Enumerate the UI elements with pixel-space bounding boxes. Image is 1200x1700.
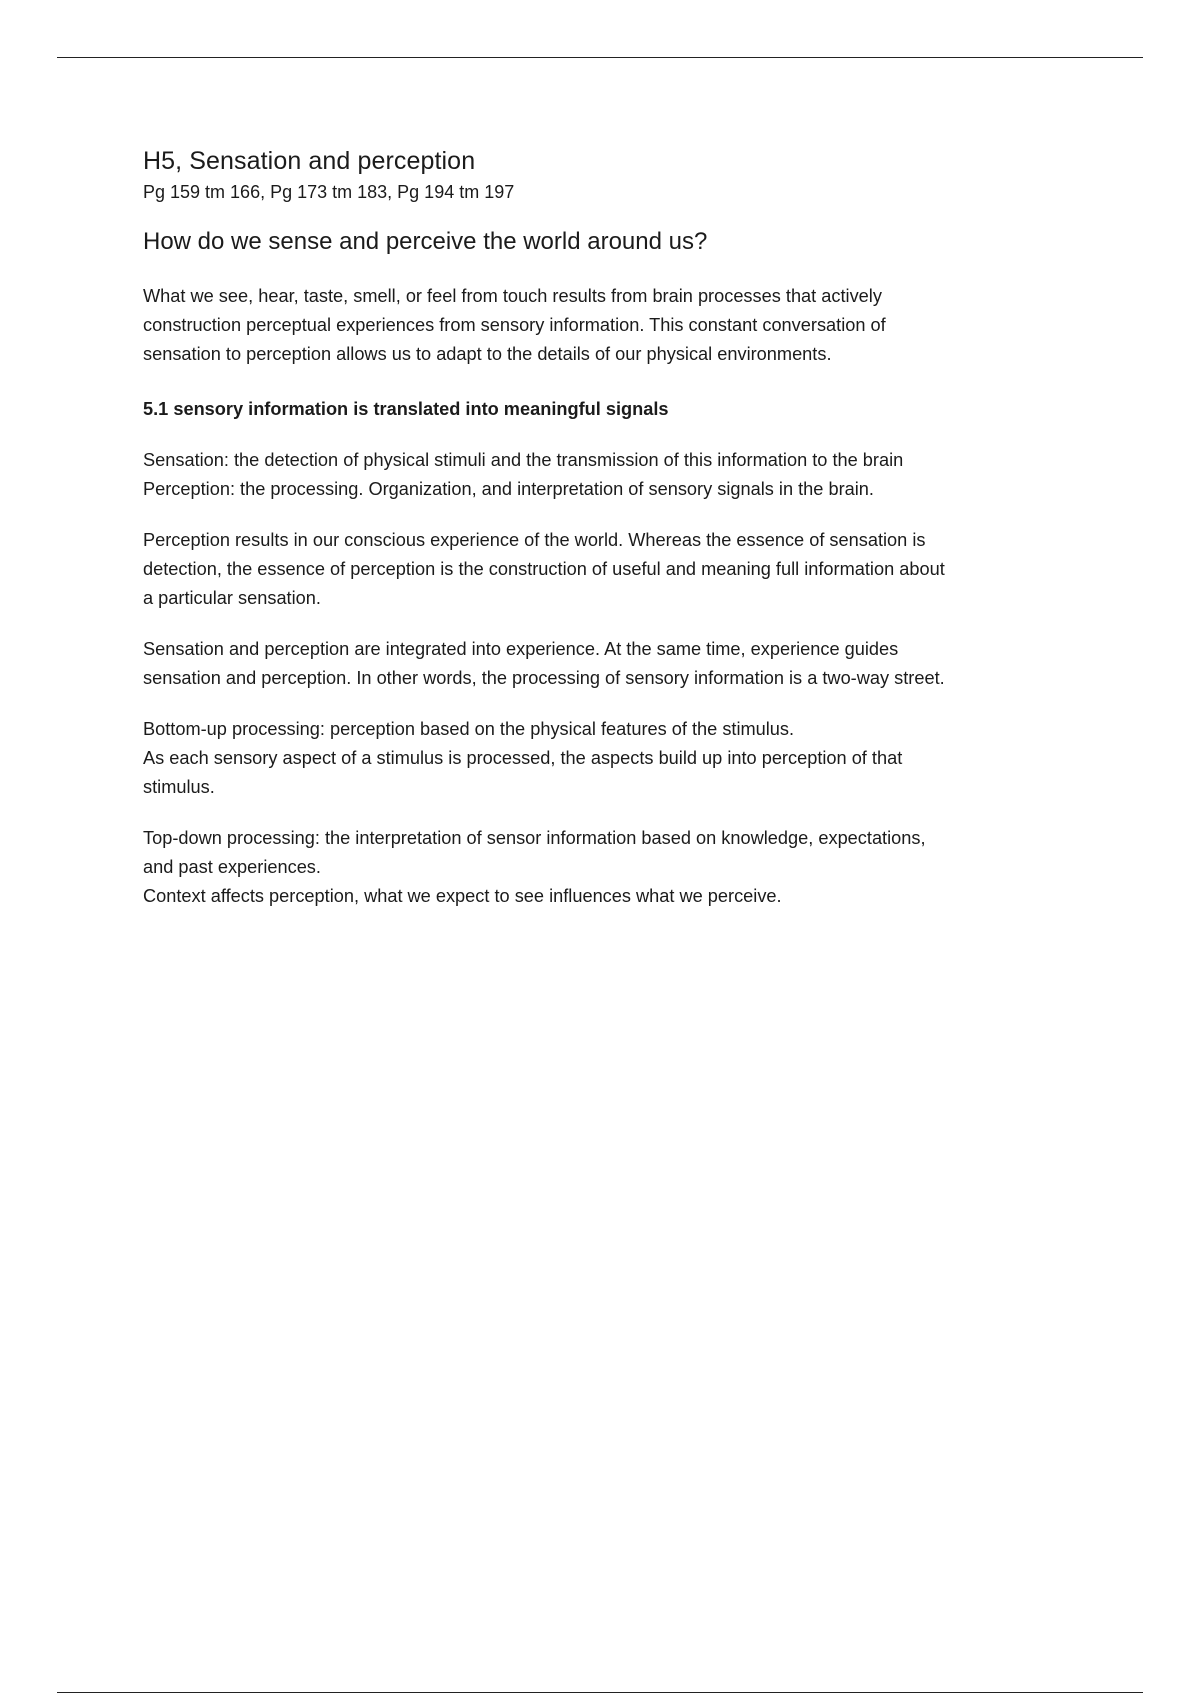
paragraph-line: Context affects perception, what we expect to see influences what we perceive. (143, 886, 782, 906)
page-range: Pg 159 tm 166, Pg 173 tm 183, Pg 194 tm 197 (143, 182, 515, 202)
top-down-paragraph (143, 824, 1073, 911)
sensation-definition: Sensation: the detection of physical stimuli and the transmission of this information to the brain (143, 450, 904, 470)
paragraph-line: Sensation and perception are integrated into experience. At the same time, experience guides (143, 639, 899, 659)
paragraph-line: Perception results in our conscious experience of the world. Whereas the essence of sensation is (143, 530, 926, 550)
perception-definition: Perception: the processing. Organization, and interpretation of sensory signals in the brain. (143, 479, 874, 499)
intro-paragraph (143, 282, 1073, 369)
paragraph-line: and past experiences. (143, 857, 321, 877)
intro-line: sensation to perception allows us to adapt to the details of our physical environments. (143, 344, 832, 364)
perception-paragraph (143, 526, 1073, 613)
document-title: H5, Sensation and perception (143, 147, 476, 175)
definitions-paragraph (143, 446, 1073, 504)
paragraph-line: Bottom-up processing: perception based on the physical features of the stimulus. (143, 719, 795, 739)
top-rule (57, 57, 1143, 58)
section-heading: 5.1 sensory information is translated into meaningful signals (143, 399, 669, 419)
paragraph-line: As each sensory aspect of a stimulus is processed, the aspects build up into perception of that (143, 748, 903, 768)
chapter-question: How do we sense and perceive the world around us? (143, 228, 708, 255)
document-body (143, 145, 1073, 911)
paragraph-line: detection, the essence of perception is the construction of useful and meaning full information about (143, 559, 945, 579)
integration-paragraph (143, 635, 1073, 693)
intro-line: What we see, hear, taste, smell, or feel from touch results from brain processes that actively (143, 286, 882, 306)
intro-line: construction perceptual experiences from sensory information. This constant conversation of (143, 315, 886, 335)
bottom-rule (57, 1692, 1143, 1693)
paragraph-line: sensation and perception. In other words, the processing of sensory information is a two-way street. (143, 668, 945, 688)
paragraph-line: stimulus. (143, 777, 215, 797)
bottom-up-paragraph (143, 715, 1073, 802)
paragraph-line: Top-down processing: the interpretation of sensor information based on knowledge, expectations, (143, 828, 926, 848)
paragraph-line: a particular sensation. (143, 588, 321, 608)
